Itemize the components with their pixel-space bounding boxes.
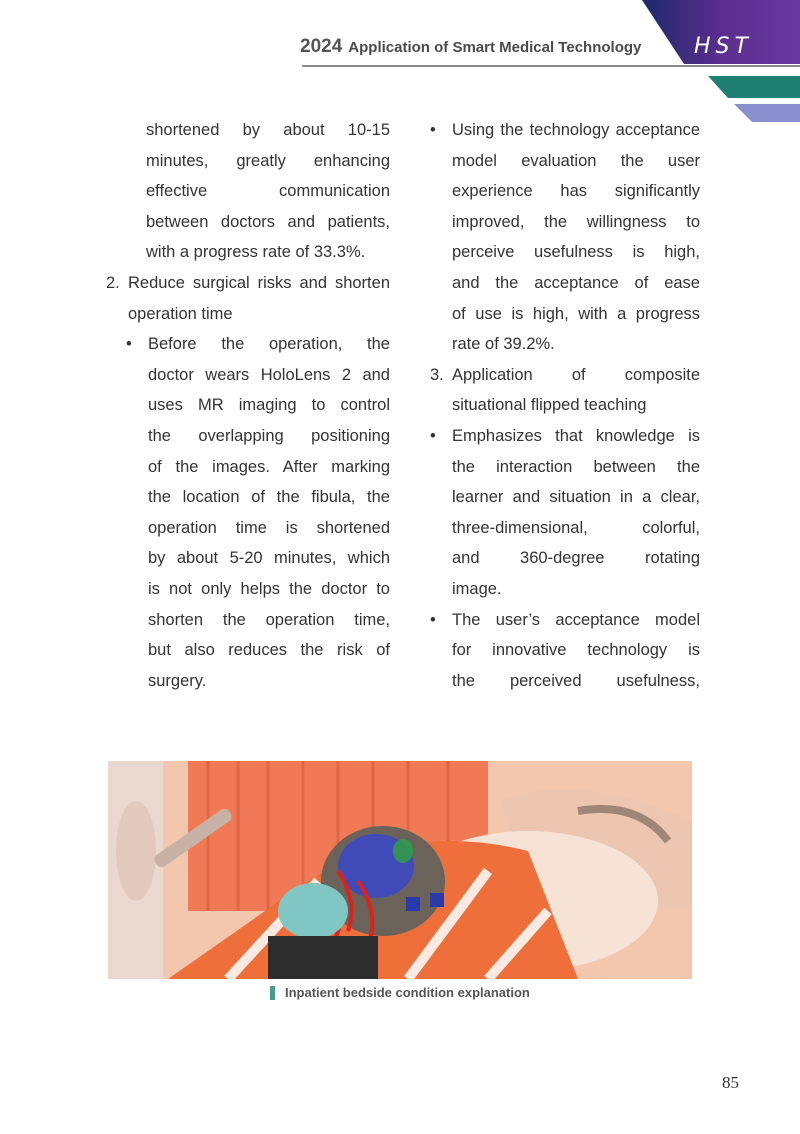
text-line: for innovative technology is — [452, 641, 700, 660]
caption-text: Inpatient bedside condition explanation — [285, 985, 530, 1000]
bullet-item — [430, 605, 700, 697]
text-line: and the acceptance of ease — [452, 273, 700, 292]
header-title: Application of Smart Medical Technology — [348, 39, 642, 56]
caption-marker — [270, 986, 275, 1000]
text-line: the location of the fibula, the — [148, 488, 390, 507]
text-line: of the images. After marking — [148, 457, 390, 476]
header-rule — [302, 65, 800, 67]
text-line: Emphasizes that knowledge is — [452, 426, 700, 445]
text-line: perceive usefulness is high, — [452, 243, 700, 262]
text-line: minutes, greatly enhancing — [146, 151, 390, 170]
text-line: shortened by about 10-15 — [146, 121, 390, 139]
figure-caption — [270, 985, 530, 1000]
text-line: Using the technology acceptance — [452, 121, 700, 139]
bullet-marker: • — [430, 610, 436, 629]
text-line: image. — [452, 579, 502, 598]
text-line: model evaluation the user — [452, 151, 700, 170]
text-line: shorten the operation time, — [148, 610, 390, 629]
bullet-marker: • — [430, 426, 436, 445]
hst-logo: HST — [694, 34, 753, 59]
item-heading-line: Application of composite — [452, 365, 700, 384]
item-heading-line: situational flipped teaching — [452, 396, 647, 415]
text-line: the perceived usefulness, — [452, 671, 700, 690]
text-line: surgery. — [148, 671, 207, 690]
text-line: by about 5-20 minutes, which — [148, 549, 390, 568]
text-line: effective communication — [146, 182, 390, 201]
item-heading-line: operation time — [128, 304, 233, 323]
header-year: 2024 — [300, 36, 343, 57]
bullet-marker: • — [430, 121, 436, 139]
left-column — [100, 115, 390, 696]
bullet-item — [430, 115, 700, 360]
text-line: three-dimensional, colorful, — [452, 518, 700, 537]
right-column — [430, 115, 700, 696]
text-line: improved, the willingness to — [452, 212, 700, 231]
text-line: The user’s acceptance model — [452, 610, 700, 629]
text-line: Before the operation, the — [148, 335, 390, 354]
text-line: with a progress rate of 33.3%. — [146, 243, 366, 262]
text-line: rate of 39.2%. — [452, 335, 555, 354]
text-line: between doctors and patients, — [146, 212, 390, 231]
text-line: but also reduces the risk of — [148, 641, 390, 660]
bedside-photo — [108, 761, 692, 979]
bullet-marker: • — [126, 335, 132, 354]
bullet-item — [100, 329, 390, 696]
text-line: the interaction between the — [452, 457, 700, 476]
text-line: doctor wears HoloLens 2 and — [148, 365, 390, 384]
text-line: the overlapping positioning — [148, 426, 390, 445]
page-number: 85 — [722, 1073, 739, 1092]
text-line: is not only helps the doctor to — [148, 579, 390, 598]
text-line: operation time is shortened — [148, 518, 390, 537]
text-line: experience has significantly — [452, 182, 700, 201]
text-line: of use is high, with a progress — [452, 304, 700, 323]
numbered-item-3 — [430, 360, 700, 421]
numbered-item-2 — [100, 268, 390, 329]
text-line: learner and situation in a clear, — [452, 488, 700, 507]
item-heading-line: Reduce surgical risks and shorten — [128, 273, 390, 292]
item-number: 3. — [430, 365, 444, 384]
text-line: uses MR imaging to control — [148, 396, 390, 415]
item-number: 2. — [106, 273, 120, 292]
bullet-item — [430, 421, 700, 605]
header-decoration — [700, 70, 800, 126]
text-line: and 360-degree rotating — [452, 549, 700, 568]
continuation-paragraph — [100, 115, 390, 268]
